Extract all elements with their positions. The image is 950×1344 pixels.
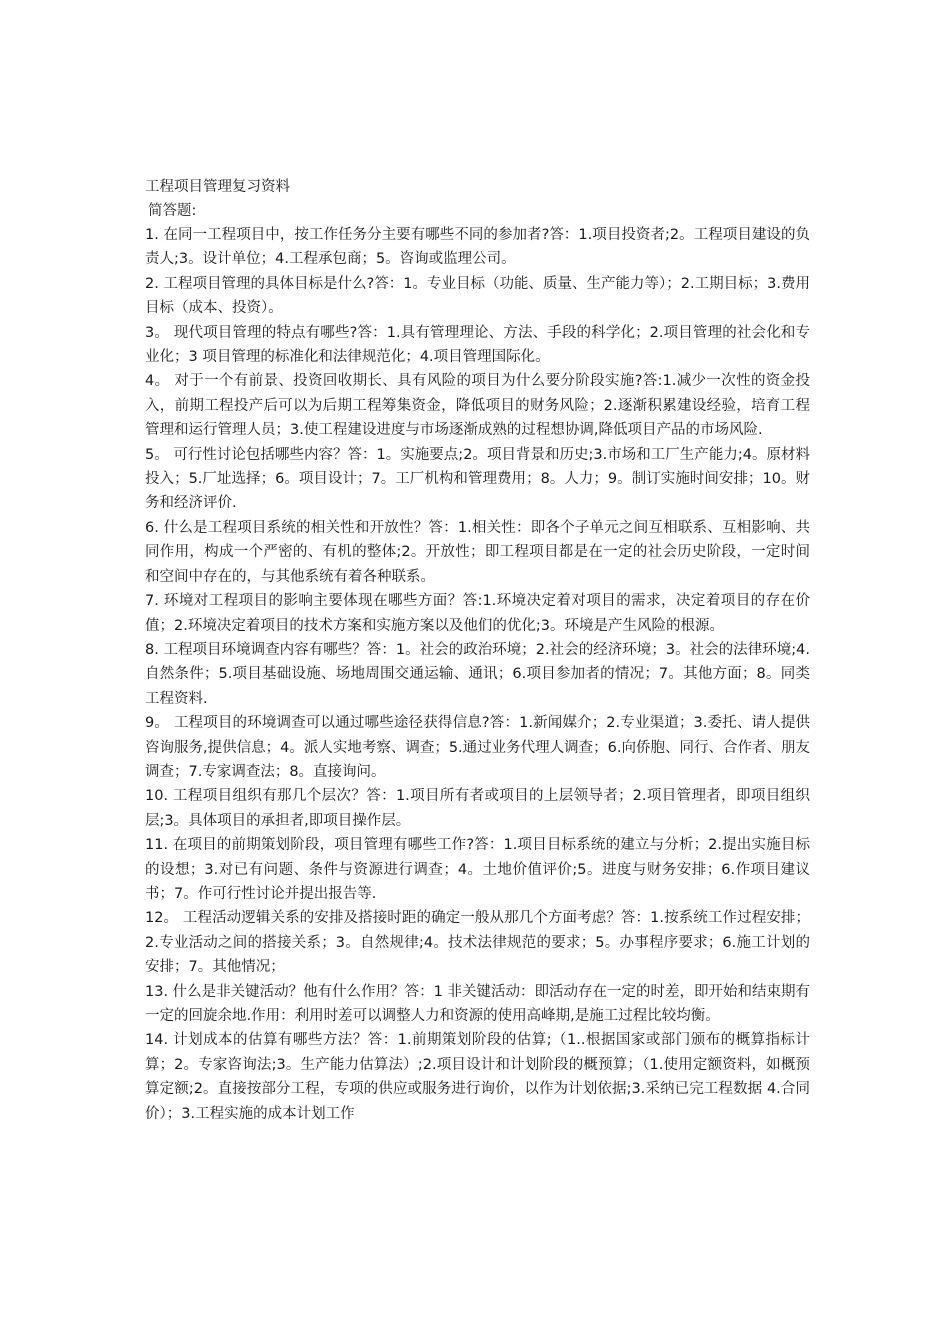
qa-item-1: 1. 在同一工程项目中，按工作任务分主要有哪些不同的参加者?答：1.项目投资者;2。工程项目建设的负责人;3。设计单位；4.工程承包商；5。咨询或监理公司。 — [145, 227, 810, 268]
qa-item-3: 3。 现代项目管理的特点有哪些?答：1.具有管理理论、方法、手段的科学化；2.项目管理的社会化和专业化；3 项目管理的标准化和法律规范化；4.项目管理国际化。 — [145, 324, 810, 366]
qa-item-13: 13. 什么是非关键活动？他有什么作用？答：1 非关键活动：即活动存在一定的时差，即开始和结束期有一定的回旋余地.作用：利用时差可以调整人力和资源的使用高峰期,是施工过程比较均衡。 — [145, 983, 810, 1024]
document-body — [145, 175, 810, 1126]
section-heading: 简答题: — [148, 203, 197, 219]
qa-item-11: 11. 在项目的前期策划阶段，项目管理有哪些工作?答：1.项目目标系统的建立与分析；2.提出实施目标的设想；3.对已有问题、条件与资源进行调查；4。土地价值评价;5。进度与财务安排；6.作项目建议书；7。作可行性讨论并提出报告等. — [145, 837, 810, 902]
qa-item-2: 2. 工程项目管理的具体目标是什么?答：1。专业目标（功能、质量、生产能力等）；2.工期目标；3.费用目标（成本、投资）。 — [145, 275, 810, 317]
qa-item-10: 10. 工程项目组织有那几个层次？答：1.项目所有者或项目的上层领导者；2.项目管理者，即项目组织层;3。具体项目的承担者,即项目操作层。 — [145, 788, 810, 829]
qa-item-8: 8. 工程项目环境调查内容有哪些？答：1。社会的政治环境；2.社会的经济环境；3。社会的法律环境;4.自然条件；5.项目基础设施、场地周围交通运输、通讯；6.项目参加者的情况；7。其他方面；8。同类工程资料. — [145, 641, 810, 707]
qa-item-14: 14. 计划成本的估算有哪些方法？答：1.前期策划阶段的估算;（1..根据国家或部门颁布的概算指标计算；2。专家咨询法;3。生产能力估算法）;2.项目设计和计划阶段的概预算；（1.使用定额资料，如概预算定额;2。直接按部分工程，专项的供应或服务进行询价，以作为计划依据;3.采纳已完工程数据 4.合同价）；3.工程实施的成本计划工作 — [145, 1032, 810, 1122]
qa-item-7: 7. 环境对工程项目的影响主要体现在哪些方面？答:1.环境决定着对项目的需求，决定着项目的存在价值；2.环境决定着项目的技术方案和实施方案以及他们的优化;3。环境是产生风险的根源。 — [145, 593, 810, 634]
qa-item-4: 4。 对于一个有前景、投资回收期长、具有风险的项目为什么要分阶段实施?答:1.减少一次性的资金投入，前期工程投产后可以为后期工程筹集资金，降低项目的财务风险；2.逐渐积累建设经验，培育工程管理和运行管理人员；3.使工程建设进度与市场逐渐成熟的过程想协调,降低项目产品的市场风险. — [145, 373, 810, 439]
qa-item-9: 9。 工程项目的环境调查可以通过哪些途径获得信息?答：1.新闻媒介；2.专业渠道；3.委托、请人提供咨询服务,提供信息；4。派人实地考察、调查；5.通过业务代理人调查；6.向侨胞、同行、合作者、朋友调查；7.专家调查法；8。直接询问。 — [145, 715, 810, 780]
document-title: 工程项目管理复习资料 — [145, 179, 290, 195]
qa-item-12: 12。 工程活动逻辑关系的安排及搭接时距的确定一般从那几个方面考虑？答：1.按系统工作过程安排；2.专业活动之间的搭接关系；3。自然规律;4。技术法律规范的要求；5。办事程序要求；6.施工计划的安排；7。其他情况； — [145, 910, 810, 976]
qa-item-6: 6. 什么是工程项目系统的相关性和开放性？答：1.相关性：即各个子单元之间互相联系、互相影响、共同作用，构成一个严密的、有机的整体;2。开放性；即工程项目都是在一定的社会历史阶段，一定时间和空间中存在的，与其他系统有着各种联系。 — [145, 519, 810, 585]
qa-item-5: 5。 可行性讨论包括哪些内容？答：1。实施要点;2。项目背景和历史;3.市场和工厂生产能力;4。原材料投入；5.厂址选择；6。项目设计；7。工厂机构和管理费用；8。人力；9。制订实施时间安排；10。财务和经济评价. — [145, 446, 810, 512]
